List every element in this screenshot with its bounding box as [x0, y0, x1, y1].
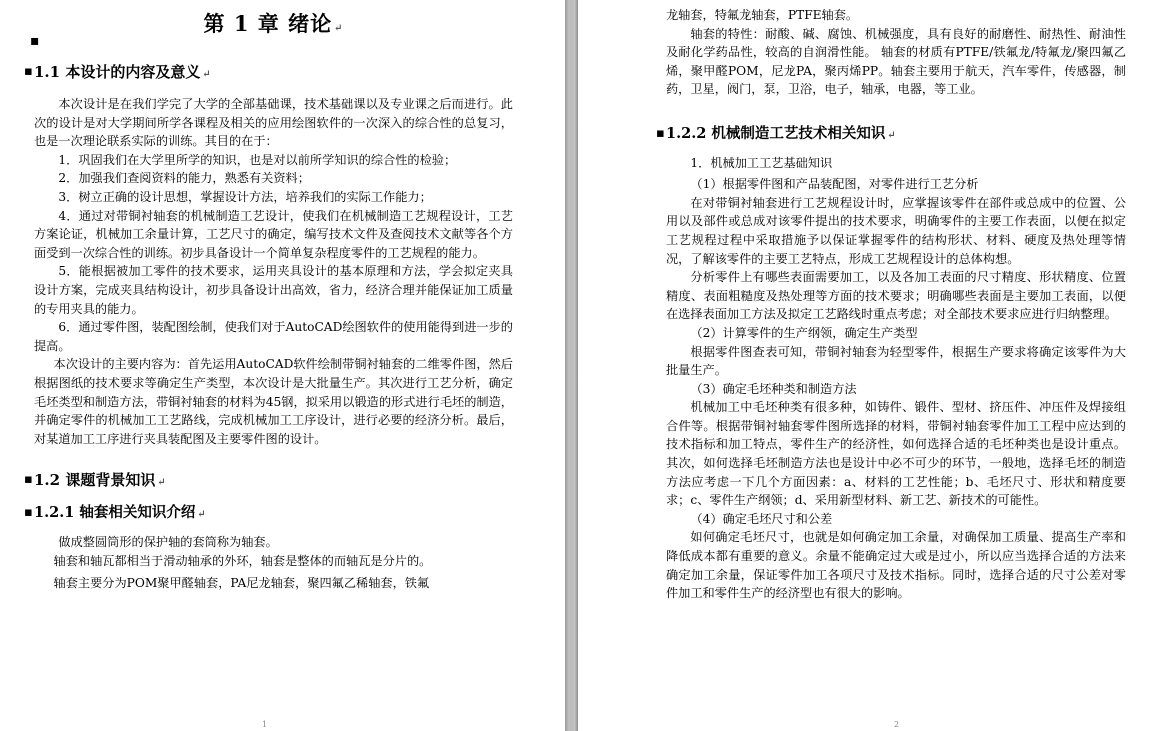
subheading-step-2: （2）计算零件的生产纲领，确定生产类型: [690, 325, 918, 340]
paragraph-bushing-properties: 轴套的特性：耐酸、碱、腐蚀、机械强度，具有良好的耐磨性、耐热性、耐油性及耐化学药品性，较高的自润滑性能。 轴套的材质有PTFE/铁氟龙/特氟龙/聚四氟乙烯，聚甲醛POM，尼龙PA，聚丙烯PP。轴套主要用于航天，汽车零件，传感器，制药，卫星，阀门，泵，卫浴，电子，轴承，电器，等工业。: [666, 26, 1126, 97]
list-item-4: 4．通过对带铜衬轴套的机械制造工艺设计，使我们在机械制造工艺规程设计，工艺方案论证，机械加工余量计算，工艺尺寸的确定，编写技术文件及查阅技术文献等各个方面受到一次综合性的训练。初步具备设计一个简单复杂程度零件的工艺规程的能力。: [34, 208, 513, 260]
subheading-step-3: （3）确定毛坯种类和制造方法: [690, 381, 857, 396]
section-heading-1-2-2: ▪ 1.2.2 机械制造工艺技术相关知识 ↵: [656, 124, 896, 142]
subheading-step-4: （4）确定毛坯尺寸和公差: [690, 511, 833, 526]
heading-marker: ▪: [30, 33, 40, 49]
document-page-2[interactable]: [578, 0, 1156, 731]
list-item-5: 5．能根据被加工零件的技术要求，运用夹具设计的基本原理和方法，学会拟定夹具设计方案，完成夹具结构设计，初步具备设计出高效，省力，经济合理并能保证加工质量的专用夹具的能力。: [34, 264, 513, 316]
page-gutter: [565, 0, 578, 731]
paragraph-step-3: 机械加工中毛坯种类有很多种，如铸件、锻件、型材、挤压件、冲压件及焊接组合件等。根据带铜衬轴套零件图所选择的材料，带铜衬轴套零件加工工程中应达到的技术指标和加工特点，零件生产的经济性，如何选择合适的毛坯种类也是设计重点。其次，如何选择毛坯制造方法也是设计中必不可少的环节，一般地，选择毛坯的制造方法应考虑一下几个方面因素：a、材料的工艺性能；b、毛坯尺寸、形状和精度要求；c、零件生产纲领；d、采用新型材料、新工艺、新技术的可能性。: [666, 400, 1126, 508]
page-number: 1: [262, 720, 268, 729]
paragraph-bushing-def: 做成整圆筒形的保护轴的套筒称为轴套。: [58, 535, 278, 550]
paragraph-step-4: 如何确定毛坯尺寸，也就是如何确定加工余量，对确保加工质量、提高生产率和降低成本都有重要的意义。余量不能确定过大或是过小，所以应当选择合适的方法来确定加工余量，保证零件加工各项尺寸及技术指标。同时，选择合适的尺寸公差对零件加工和零件生产的经济型也有很大的影响。: [666, 530, 1126, 601]
list-item-1: 1．巩固我们在大学里所学的知识，也是对以前所学知识的综合性的检验；: [58, 152, 457, 167]
paragraph-bushing-bearing: 轴套和轴瓦都相当于滑动轴承的外环，轴套是整体的而轴瓦是分片的。: [53, 553, 432, 568]
section-heading-1-2-1: ▪ 1.2.1 轴套相关知识介绍 ↵: [24, 504, 206, 522]
paragraph-step-1-surfaces: 分析零件上有哪些表面需要加工，以及各加工表面的尺寸精度、形状精度、位置精度、表面粗糙度及热处理等方面的技术要求；明确哪些表面是主要加工表面，以便在选择表面加工方法及拟定工艺路线时重点考虑；对全部技术要求应进行归纳整理。: [666, 270, 1126, 322]
section-heading-1-1: ▪ 1.1 本设计的内容及意义 ↵: [24, 63, 211, 81]
section-heading-1-2: ▪ 1.2 课题背景知识 ↵: [24, 471, 166, 490]
paragraph-intro: 本次设计是在我们学完了大学的全部基础课，技术基础课以及专业课之后而进行。此次的设计是对大学期间所学各课程及相关的应用绘图软件的一次深入的综合性的总复习，也是一次理论联系实际的训练。其目的在于：: [34, 97, 513, 149]
page-number: 2: [894, 720, 900, 729]
paragraph-step-2: 根据零件图查表可知，带铜衬轴套为轻型零件，根据生产要求将确定该零件为大批量生产。: [666, 344, 1126, 378]
paragraph-step-1: 在对带铜衬轴套进行工艺规程设计时，应掌握该零件在部件或总成中的位置、公用以及部件或总成对该零件提出的技术要求，明确零件的主要工作表面，以便在拟定工艺规程过程中采取措施予以保证掌握零件的结构形状、材料、硬度及热处理等情况，了解该零件的主要工艺特点，形成工艺规程设计的总体构想。: [666, 195, 1126, 266]
list-item-6: 6．通过零件图，装配图绘制，使我们对于AutoCAD绘图软件的使用能得到进一步的提高。: [34, 320, 513, 353]
paragraph-bushing-types: 轴套主要分为POM聚甲醛轴套，PA尼龙轴套，聚四氟乙稀轴套，铁氟: [53, 576, 430, 591]
chapter-title: 第 1 章 绪论 ↵: [203, 11, 344, 36]
paragraph-main-content: 本次设计的主要内容为：首先运用AutoCAD软件绘制带铜衬轴套的二维零件图，然后根据图纸的技术要求等确定生产类型，本次设计是大批量生产。其次进行工艺分析，确定毛坯类型和制造方法，带铜衬轴套的材料为45钢，拟采用以锻造的形式进行毛坯的制造，并确定零件的机械加工工艺路线，完成机械加工工序设计，进行必要的经济分析。最后，对某道加工工序进行夹具装配图及主要零件图的设计。: [34, 357, 513, 446]
list-item-3: 3．树立正确的设计思想，掌握设计方法，培养我们的实际工作能力；: [58, 189, 432, 204]
subheading-step-1: （1）根据零件图和产品装配图，对零件进行工艺分析: [690, 177, 979, 192]
subheading-process-basics: 1．机械加工工艺基础知识: [690, 155, 833, 170]
list-item-2: 2．加强我们查阅资料的能力，熟悉有关资料；: [58, 171, 310, 186]
document-page-1[interactable]: [0, 0, 565, 731]
paragraph-continued: 龙轴套，特氟龙轴套，PTFE轴套。: [666, 8, 859, 22]
